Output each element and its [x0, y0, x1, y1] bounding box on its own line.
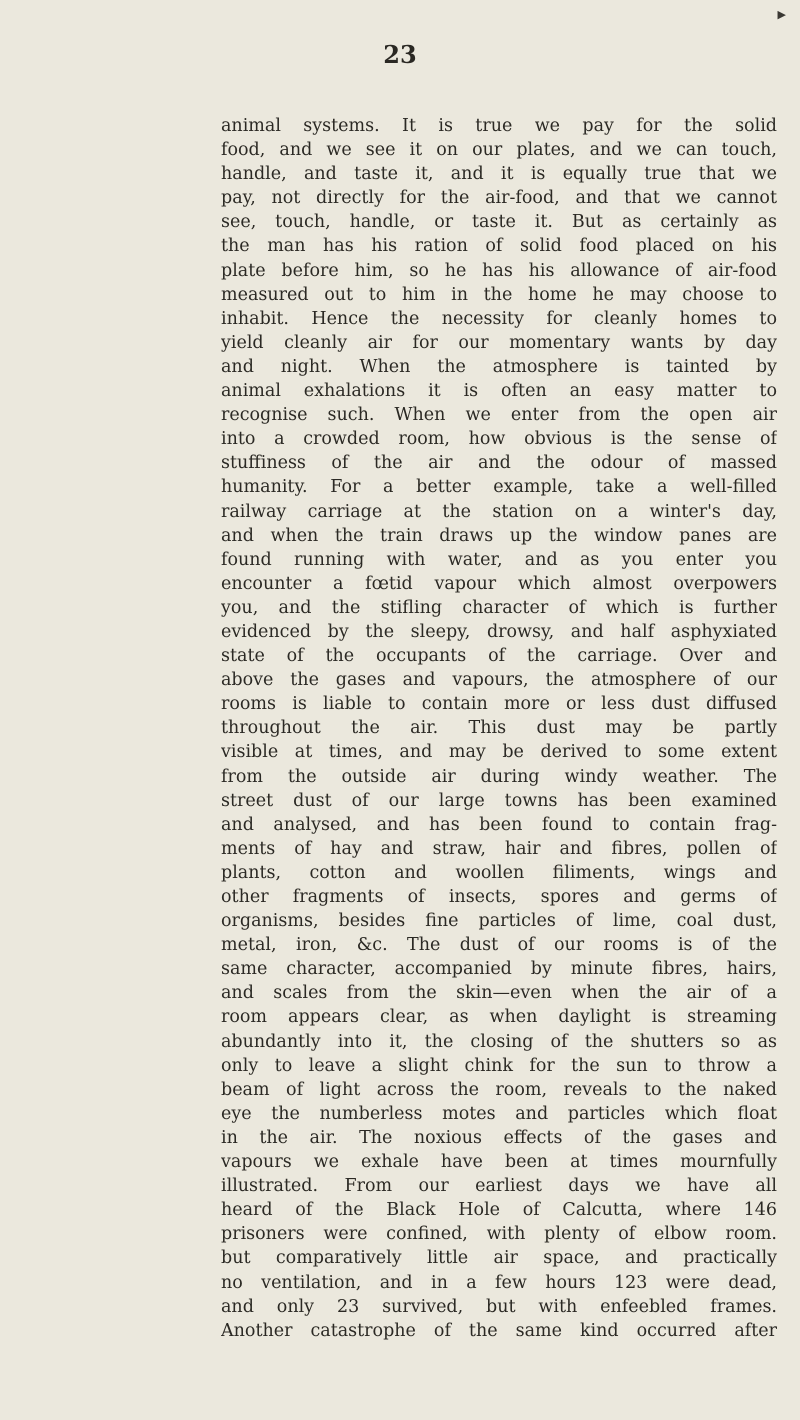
text-line: humanity. For a better example, take a well-filled	[221, 477, 777, 498]
text-line: evidenced by the sleepy, drowsy, and half asphyxiated	[221, 621, 777, 642]
text-line: animal exhalations it is often an easy matter to	[221, 381, 777, 402]
text-line: stuffiness of the air and the odour of massed	[221, 453, 777, 474]
text-line: abundantly into it, the closing of the shutters so as	[221, 1031, 777, 1052]
text-line: inhabit. Hence the necessity for cleanly homes to	[221, 308, 777, 329]
text-line: metal, iron, &c. The dust of our rooms is of the	[221, 935, 777, 956]
text-line: found running with water, and as you enter you	[221, 549, 777, 570]
text-line: the man has his ration of solid food placed on his	[221, 236, 777, 257]
text-line: only to leave a slight chink for the sun to throw a	[221, 1055, 777, 1076]
text-line: but comparatively little air space, and practically	[221, 1248, 777, 1269]
text-line: rooms is liable to contain more or less dust diffused	[221, 694, 777, 715]
text-line: illustrated. From our earliest days we have all	[221, 1176, 777, 1197]
text-line: visible at times, and may be derived to some extent	[221, 742, 777, 763]
text-line: and only 23 survived, but with enfeebled frames.	[221, 1296, 777, 1317]
text-line: other fragments of insects, spores and germs of	[221, 887, 777, 907]
text-line: beam of light across the room, reveals to the naked	[221, 1079, 777, 1100]
text-line: you, and the stifling character of which is further	[221, 597, 777, 618]
text-line: pay, not directly for the air-food, and that we cannot	[221, 188, 777, 209]
text-line: ments of hay and straw, hair and fibres, pollen of	[221, 838, 777, 859]
text-line: no ventilation, and in a few hours 123 were dead,	[221, 1272, 777, 1293]
body-text	[221, 114, 777, 1343]
text-line: room appears clear, as when daylight is streaming	[221, 1007, 777, 1028]
text-line: recognise such. When we enter from the open air	[221, 405, 777, 426]
text-line: above the gases and vapours, the atmosphere of our	[221, 670, 777, 691]
text-line: food, and we see it on our plates, and we can touch,	[221, 140, 777, 161]
text-line: Another catastrophe of the same kind occurred after	[221, 1320, 777, 1341]
text-line: see, touch, handle, or taste it. But as certainly as	[221, 212, 777, 233]
corner-mark: ▶	[777, 8, 786, 21]
text-line: from the outside air during windy weather. The	[221, 766, 777, 787]
text-line: same character, accompanied by minute fibres, hairs,	[221, 959, 777, 980]
text-line: eye the numberless motes and particles which float	[221, 1103, 777, 1124]
text-line: plate before him, so he has his allowance of air-food	[221, 260, 777, 281]
text-line: plants, cotton and woollen filiments, wings and	[221, 862, 777, 883]
text-line: prisoners were confined, with plenty of elbow room.	[221, 1224, 777, 1245]
text-line: street dust of our large towns has been examined	[221, 790, 777, 811]
text-line: into a crowded room, how obvious is the sense of	[221, 429, 777, 450]
page-number: 23	[383, 40, 417, 69]
text-line: and when the train draws up the window panes are	[221, 525, 777, 546]
text-line: animal systems. It is true we pay for the solid	[221, 116, 777, 136]
text-line: railway carriage at the station on a winter's day,	[221, 501, 777, 522]
text-line: state of the occupants of the carriage. Over and	[221, 646, 777, 667]
text-line: vapours we exhale have been at times mournfully	[221, 1152, 777, 1173]
text-line: encounter a fœtid vapour which almost overpowers	[221, 573, 777, 594]
text-line: organisms, besides fine particles of lime, coal dust,	[221, 911, 777, 932]
text-line: handle, and taste it, and it is equally true that we	[221, 164, 777, 185]
text-line: and scales from the skin—even when the air of a	[221, 983, 777, 1004]
text-line: and night. When the atmosphere is tainted by	[221, 356, 777, 377]
text-line: throughout the air. This dust may be partly	[221, 718, 777, 739]
text-line: and analysed, and has been found to contain frag-	[221, 814, 777, 835]
text-line: heard of the Black Hole of Calcutta, where 146	[221, 1200, 777, 1221]
text-line: measured out to him in the home he may choose to	[221, 284, 777, 305]
text-line: in the air. The noxious effects of the gases and	[221, 1127, 777, 1148]
text-line: yield cleanly air for our momentary wants by day	[221, 332, 777, 353]
